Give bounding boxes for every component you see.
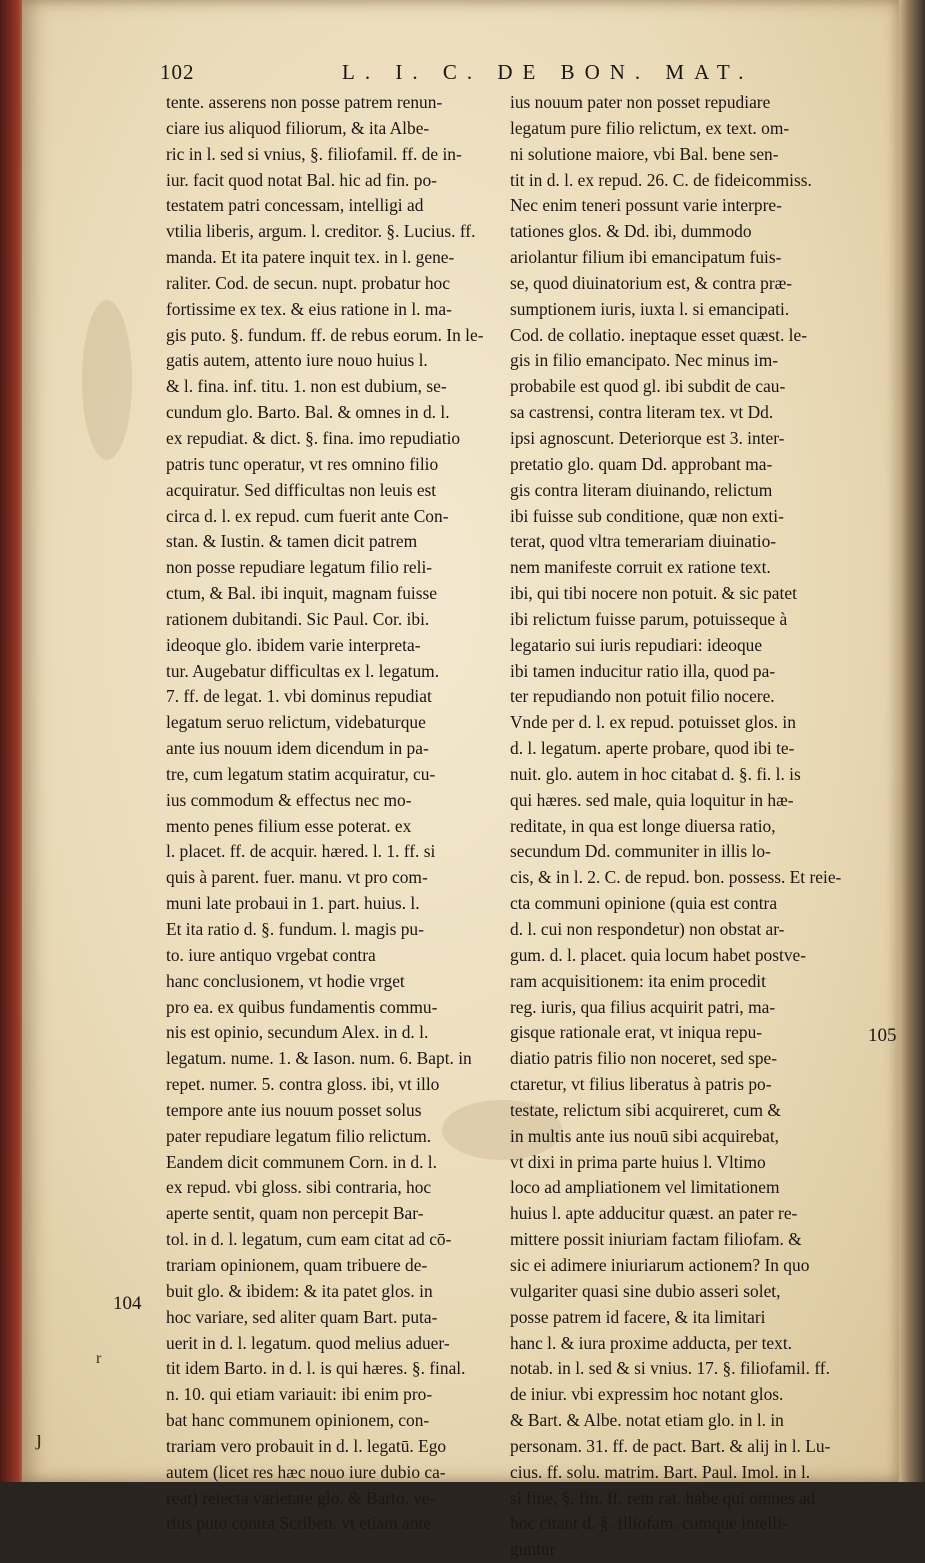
page-edge <box>899 0 925 1482</box>
text-line: pro ea. ex quibus fundamentis commu- <box>166 996 438 1017</box>
text-line: sa castrensi, contra literam tex. vt Dd. <box>510 402 774 423</box>
text-line: ideoque glo. ibidem varie interpreta- <box>166 634 421 655</box>
text-line: tente. asserens non posse patrem renun- <box>166 92 443 112</box>
text-line: hanc conclusionem, vt hodie vrget <box>166 970 405 991</box>
text-line: Eandem dicit communem Corn. in d. l. <box>166 1151 437 1172</box>
text-line: & l. fina. inf. titu. 1. non est dubium, se- <box>166 376 447 397</box>
text-line: gisque rationale erat, vt iniqua repu- <box>510 1022 763 1043</box>
text-line: ibi tamen inducitur ratio illa, quod pa- <box>510 660 776 681</box>
text-line: cis, & in l. 2. C. de repud. bon. possess. Et reie- <box>510 867 842 888</box>
text-line: pretatio glo. quam Dd. approbant ma- <box>510 453 773 474</box>
text-line: reat) reiecta varietate glo. & Barto. ve- <box>166 1487 436 1508</box>
text-line: fortissime ex tex. & eius ratione in l. ma- <box>166 298 452 319</box>
text-line: patris tunc operatur, vt res omnino filio <box>166 453 439 474</box>
text-line: ibi, qui tibi nocere non potuit. & sic patet <box>510 583 797 604</box>
text-line: tol. in d. l. legatum, cum eam citat ad cō- <box>166 1229 452 1250</box>
text-line: ante ius nouum idem dicendum in pa- <box>166 738 429 759</box>
running-head <box>160 60 860 90</box>
text-line: acquiratur. Sed difficultas non leuis est <box>166 479 437 500</box>
text-line: gum. d. l. placet. quia locum habet postve- <box>510 944 807 965</box>
text-line: sumptionem iuris, iuxta l. si emancipati. <box>510 298 790 319</box>
text-line: ter repudiando non potuit filio nocere. <box>510 686 775 707</box>
text-line: probabile est quod gl. ibi subdit de cau- <box>510 376 786 397</box>
text-line: manda. Et ita patere inquit tex. in l. gene- <box>166 247 455 268</box>
text-line: legatario sui iuris repudiari: ideoque <box>510 634 763 655</box>
text-line: mittere possit iniuriam factam filiofam. & <box>510 1229 802 1250</box>
text-line: ius nouum pater non posset repudiare <box>510 92 771 112</box>
text-line: tempore ante ius nouum posset solus <box>166 1099 422 1120</box>
text-line: hoc variare, sed aliter quam Bart. puta- <box>166 1306 438 1327</box>
text-line: ctaretur, vt filius liberatus à patris po- <box>510 1074 772 1095</box>
text-line: vulgariter quasi sine dubio asseri solet, <box>510 1280 781 1301</box>
text-line: in multis ante ius nouū sibi acquirebat, <box>510 1125 780 1146</box>
text-line: Nec enim teneri possunt varie interpre- <box>510 195 782 216</box>
text-line: de iniur. vbi expressim hoc notant glos. <box>510 1384 784 1405</box>
margin-number-left: 104 <box>113 1293 142 1314</box>
text-line: bat hanc communem opinionem, con- <box>166 1410 430 1431</box>
text-line: repet. numer. 5. contra gloss. ibi, vt illo <box>166 1074 440 1095</box>
text-line: ex repudiat. & dict. §. fina. imo repudiatio <box>166 427 461 448</box>
text-line: circa d. l. ex repud. cum fuerit ante Con- <box>166 505 449 526</box>
text-line: reditate, in qua est longe diuersa ratio, <box>510 815 776 836</box>
text-line: secundum Dd. communiter in illis lo- <box>510 841 771 862</box>
text-line: & Bart. & Albe. notat etiam glo. in l. in <box>510 1410 784 1431</box>
text-line: tur. Augebatur difficultas ex l. legatum. <box>166 660 440 681</box>
text-line: nem manifeste corruit ex ratione text. <box>510 557 771 578</box>
text-line: legatum pure filio relictum, ex text. om- <box>510 117 790 138</box>
text-line: d. l. cui non respondetur) non obstat ar- <box>510 919 785 939</box>
text-line: personam. 31. ff. de pact. Bart. & alij in l. Lu- <box>510 1435 831 1456</box>
text-line: pater repudiare legatum filio relictum. <box>166 1125 432 1146</box>
text-line: gis contra literam diuinando, relictum <box>510 479 773 500</box>
text-line: muni late probaui in 1. part. huius. l. <box>166 893 420 914</box>
text-line: notab. in l. sed & si vnius. 17. §. filiofamil. ff. <box>510 1358 830 1379</box>
text-line: cundum glo. Barto. Bal. & omnes in d. l. <box>166 402 450 423</box>
paper-stain <box>82 300 132 460</box>
running-title: L. I. C. DE BON. MAT. <box>342 60 754 84</box>
text-line: legatum. nume. 1. & Iason. num. 6. Bapt. in <box>166 1048 472 1069</box>
text-line: ciare ius aliquod filiorum, & ita Albe- <box>166 117 430 138</box>
text-line: rationem dubitandi. Sic Paul. Cor. ibi. <box>166 608 430 629</box>
text-line: testate, relictum sibi acquireret, cum & <box>510 1099 781 1120</box>
text-line: ex repud. vbi gloss. sibi contraria, hoc <box>166 1177 432 1198</box>
text-line: vt dixi in prima parte huius l. Vltimo <box>510 1151 766 1172</box>
ink-mark: ȷ <box>36 1425 43 1450</box>
margin-number-right: 105 <box>868 1025 897 1046</box>
text-line: hoc citant d. §. filiofam. cumque intelli- <box>510 1513 788 1534</box>
text-line: loco ad ampliationem vel limitationem <box>510 1177 780 1198</box>
ink-mark: r <box>96 1350 102 1367</box>
text-line: tationes glos. & Dd. ibi, dummodo <box>510 221 752 242</box>
text-line: buit glo. & ibidem: & ita patet glos. in <box>166 1280 433 1301</box>
text-line: gatis autem, attento iure nouo huius l. <box>166 350 428 371</box>
text-line: ius commodum & effectus nec mo- <box>166 789 412 810</box>
text-line: reg. iuris, qua filius acquirit patri, ma- <box>510 996 776 1017</box>
text-line: cta communi opinione (quia est contra <box>510 893 778 914</box>
text-line: autem (licet res hæc nouo iure dubio ca- <box>166 1461 446 1482</box>
text-line: se, quod diuinatorium est, & contra præ- <box>510 272 793 293</box>
page-number: 102 <box>160 60 195 84</box>
text-line: terat, quod vltra temerariam diuinatio- <box>510 531 777 552</box>
text-line: guntur <box>510 1539 556 1560</box>
text-line: Vnde per d. l. ex repud. potuisset glos. in <box>510 712 796 733</box>
text-line: Cod. de collatio. ineptaque esset quæst. le- <box>510 324 808 345</box>
text-line: ipsi agnoscunt. Deteriorque est 3. inter- <box>510 427 785 448</box>
text-line: ric in l. sed si vnius, §. filiofamil. ff. de in- <box>166 143 462 164</box>
text-line: diatio patris filio non noceret, sed spe- <box>510 1048 778 1069</box>
text-line: n. 10. qui etiam variauit: ibi enim pro- <box>166 1384 433 1405</box>
text-line: 7. ff. de legat. 1. vbi dominus repudiat <box>166 686 432 707</box>
text-line: posse patrem id facere, & ita limitari <box>510 1306 766 1327</box>
text-line: nuit. glo. autem in hoc citabat d. §. fi. l. is <box>510 763 801 784</box>
text-line: vtilia liberis, argum. l. creditor. §. Lucius. ff. <box>166 221 476 242</box>
text-line: mento penes filium esse poterat. ex <box>166 815 412 836</box>
text-line: trariam vero probauit in d. l. legatū. Ego <box>166 1435 447 1456</box>
text-line: l. placet. ff. de acquir. hæred. l. 1. ff. si <box>166 841 436 862</box>
text-line: legatum seruo relictum, videbaturque <box>166 712 426 733</box>
text-line: tit in d. l. ex repud. 26. C. de fideicommiss. <box>510 169 812 190</box>
text-line: to. iure antiquo vrgebat contra <box>166 944 376 965</box>
text-line: ibi relictum fuisse parum, potuisseque à <box>510 608 788 629</box>
text-line: aperte sentit, quam non percepit Bar- <box>166 1203 424 1224</box>
text-line: qui hæres. sed male, quia loquitur in hæ- <box>510 789 794 810</box>
text-line: gis in filio emancipato. Nec minus im- <box>510 350 779 371</box>
text-line: huius l. apte adducitur quæst. an pater re- <box>510 1203 798 1224</box>
text-line: ram acquisitionem: ita enim procedit <box>510 970 766 991</box>
right-column <box>510 90 846 1563</box>
text-line: rius puto contra Scriben. vt etiam ante <box>166 1513 432 1534</box>
text-line: non posse repudiare legatum filio reli- <box>166 557 433 578</box>
text-line: sic ei adimere iniuriarum actionem? In quo <box>510 1254 810 1275</box>
text-line: Et ita ratio d. §. fundum. l. magis pu- <box>166 919 424 939</box>
left-column <box>166 90 502 1537</box>
text-line: raliter. Cod. de secun. nupt. probatur hoc <box>166 272 450 293</box>
text-line: iur. facit quod notat Bal. hic ad fin. po- <box>166 169 437 190</box>
text-line: hanc l. & iura proxime adducta, per text. <box>510 1332 793 1353</box>
text-line: quis à parent. fuer. manu. vt pro com- <box>166 867 428 888</box>
text-line: trariam opinionem, quam tribuere de- <box>166 1254 428 1275</box>
text-line: si fine, §. fin. ff. rem rat. habe qui omnes ad <box>510 1487 816 1508</box>
text-line: tre, cum legatum statim acquiratur, cu- <box>166 763 436 784</box>
text-line: gis puto. §. fundum. ff. de rebus eorum. In le- <box>166 324 484 345</box>
text-line: ibi fuisse sub conditione, quæ non exti- <box>510 505 784 526</box>
text-line: cius. ff. solu. matrim. Bart. Paul. Imol. in l. <box>510 1461 811 1482</box>
text-line: d. l. legatum. aperte probare, quod ibi te- <box>510 738 795 759</box>
text-line: ctum, & Bal. ibi inquit, magnam fuisse <box>166 583 437 604</box>
text-line: ni solutione maiore, vbi Bal. bene sen- <box>510 143 779 164</box>
text-line: nis est opinio, secundum Alex. in d. l. <box>166 1022 429 1043</box>
text-line: ariolantur filium ibi emancipatum fuis- <box>510 247 782 268</box>
text-line: tit idem Barto. in d. l. is qui hæres. §. final. <box>166 1358 466 1379</box>
text-line: uerit in d. l. legatum. quod melius aduer- <box>166 1332 450 1353</box>
text-line: stan. & Iustin. & tamen dicit patrem <box>166 531 418 552</box>
text-line: testatem patri concessam, intelligi ad <box>166 195 424 216</box>
